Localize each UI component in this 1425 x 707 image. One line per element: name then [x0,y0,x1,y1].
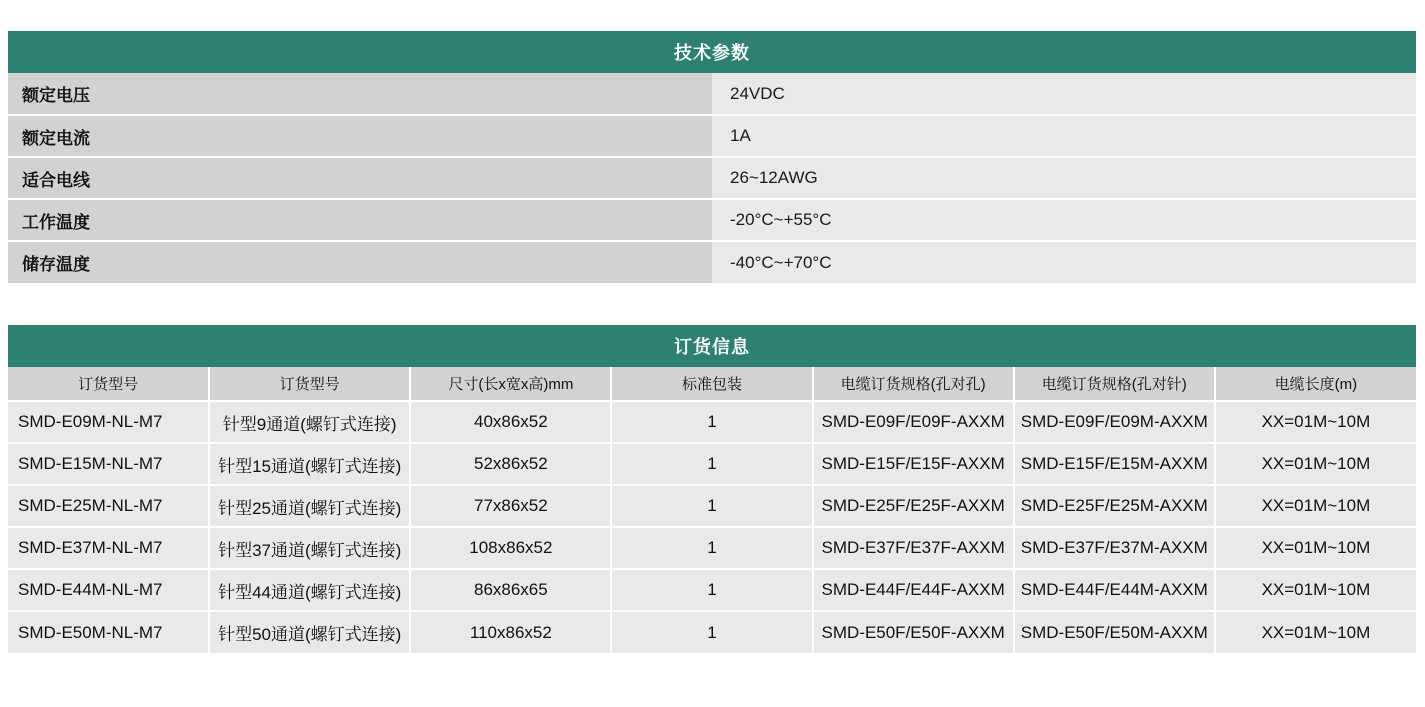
column-header-model: 订货型号 [8,367,209,401]
ordering-information-body [8,401,1416,653]
table-row [8,199,1416,241]
cell-packaging: 1 [611,485,812,527]
column-header-type: 订货型号 [209,367,410,401]
spec-key: 储存温度 [8,241,712,283]
cell-cable-hole-to-hole: SMD-E25F/E25F-AXXM [813,485,1014,527]
technical-parameters-table [8,31,1416,283]
spec-key: 适合电线 [8,157,712,199]
cell-packaging: 1 [611,401,812,443]
column-header-packaging: 标准包装 [611,367,812,401]
spec-value: -40°C~+70°C [712,241,1416,283]
table-row [8,443,1416,485]
column-header-cable-hole-to-pin: 电缆订货规格(孔对针) [1014,367,1215,401]
technical-parameters-title: 技术参数 [8,31,1416,73]
spec-value: 26~12AWG [712,157,1416,199]
cell-cable-hole-to-hole: SMD-E50F/E50F-AXXM [813,611,1014,653]
spec-key: 工作温度 [8,199,712,241]
column-header-cable-hole-to-hole: 电缆订货规格(孔对孔) [813,367,1014,401]
cell-cable-hole-to-hole: SMD-E09F/E09F-AXXM [813,401,1014,443]
cell-model: SMD-E09M-NL-M7 [8,401,209,443]
spec-value: 1A [712,115,1416,157]
ordering-information-title: 订货信息 [8,325,1416,367]
cell-model: SMD-E44M-NL-M7 [8,569,209,611]
cell-cable-length: XX=01M~10M [1215,527,1416,569]
cell-packaging: 1 [611,569,812,611]
cell-dimensions: 86x86x65 [410,569,611,611]
table-row [8,241,1416,283]
cell-dimensions: 108x86x52 [410,527,611,569]
column-header-cable-length: 电缆长度(m) [1215,367,1416,401]
table-row [8,485,1416,527]
cell-packaging: 1 [611,527,812,569]
cell-cable-hole-to-hole: SMD-E15F/E15F-AXXM [813,443,1014,485]
cell-cable-hole-to-pin: SMD-E37F/E37M-AXXM [1014,527,1215,569]
cell-type: 针型44通道(螺钉式连接) [209,569,410,611]
cell-cable-length: XX=01M~10M [1215,485,1416,527]
cell-type: 针型9通道(螺钉式连接) [209,401,410,443]
cell-cable-hole-to-pin: SMD-E15F/E15M-AXXM [1014,443,1215,485]
cell-cable-hole-to-pin: SMD-E50F/E50M-AXXM [1014,611,1215,653]
table-row [8,611,1416,653]
spec-value: -20°C~+55°C [712,199,1416,241]
table-header-row [8,31,1416,73]
cell-model: SMD-E25M-NL-M7 [8,485,209,527]
cell-cable-hole-to-hole: SMD-E37F/E37F-AXXM [813,527,1014,569]
ordering-information-table [8,325,1416,653]
cell-packaging: 1 [611,611,812,653]
spec-value: 24VDC [712,73,1416,115]
table-row [8,401,1416,443]
cell-model: SMD-E50M-NL-M7 [8,611,209,653]
column-header-dimensions: 尺寸(长x宽x高)mm [410,367,611,401]
technical-parameters-section [8,31,1416,283]
ordering-information-section [8,325,1416,653]
cell-cable-length: XX=01M~10M [1215,401,1416,443]
cell-dimensions: 110x86x52 [410,611,611,653]
cell-cable-hole-to-pin: SMD-E44F/E44M-AXXM [1014,569,1215,611]
cell-dimensions: 77x86x52 [410,485,611,527]
cell-dimensions: 40x86x52 [410,401,611,443]
table-row [8,569,1416,611]
cell-cable-length: XX=01M~10M [1215,443,1416,485]
cell-cable-length: XX=01M~10M [1215,611,1416,653]
cell-type: 针型50通道(螺钉式连接) [209,611,410,653]
cell-cable-length: XX=01M~10M [1215,569,1416,611]
cell-model: SMD-E37M-NL-M7 [8,527,209,569]
cell-packaging: 1 [611,443,812,485]
technical-parameters-body [8,73,1416,283]
table-row [8,115,1416,157]
cell-type: 针型15通道(螺钉式连接) [209,443,410,485]
spec-key: 额定电流 [8,115,712,157]
table-header-row [8,325,1416,367]
cell-type: 针型37通道(螺钉式连接) [209,527,410,569]
cell-model: SMD-E15M-NL-M7 [8,443,209,485]
cell-cable-hole-to-hole: SMD-E44F/E44F-AXXM [813,569,1014,611]
table-row [8,527,1416,569]
cell-cable-hole-to-pin: SMD-E25F/E25M-AXXM [1014,485,1215,527]
cell-type: 针型25通道(螺钉式连接) [209,485,410,527]
cell-dimensions: 52x86x52 [410,443,611,485]
table-column-header-row [8,367,1416,401]
spec-key: 额定电压 [8,73,712,115]
table-row [8,157,1416,199]
table-row [8,73,1416,115]
cell-cable-hole-to-pin: SMD-E09F/E09M-AXXM [1014,401,1215,443]
